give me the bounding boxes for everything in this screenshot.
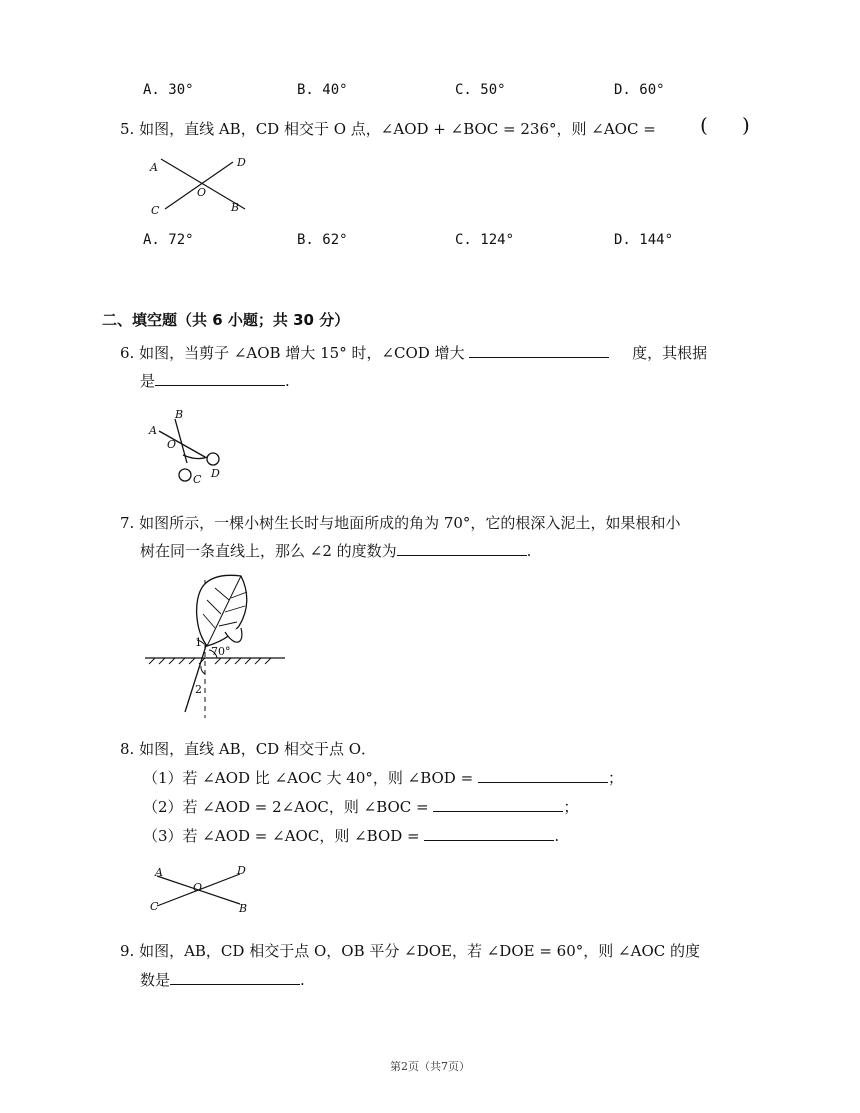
q9-blank[interactable]: [170, 969, 300, 985]
q9-text-a: 数是: [140, 971, 171, 989]
q7-text-b: .: [526, 542, 532, 560]
q5-option-a: A. 72°: [143, 232, 194, 248]
q8-label-a: A: [155, 866, 163, 879]
q4-option-c: C. 50°: [455, 82, 506, 98]
q5-text: 5. 如图，直线 AB，CD 相交于 O 点，∠AOD + ∠BOC = 236°，则 ∠AOC =: [120, 120, 656, 138]
q7-label-70: 70°: [211, 645, 231, 658]
section2-title: 二、填空题（共 6 小题；共 30 分）: [102, 311, 350, 329]
q6-scissors-figure: [145, 405, 235, 485]
q6-label-a: A: [149, 424, 157, 437]
q4-option-b: B. 40°: [297, 82, 348, 98]
q8-label-b: B: [239, 902, 248, 915]
q8-blank-3[interactable]: [424, 825, 554, 841]
q8-sub1-text: （1）若 ∠AOD 比 ∠AOC 大 40°，则 ∠BOD =: [143, 769, 474, 787]
q6-label-b: B: [175, 408, 184, 421]
q8-sub1: [143, 767, 623, 788]
q7-tree-figure: [145, 570, 290, 720]
q5-option-c: C. 124°: [455, 232, 515, 248]
q5-label-b: B: [231, 201, 240, 214]
q8-sub3-text: （3）若 ∠AOD = ∠AOC，则 ∠BOD =: [143, 827, 420, 845]
q8-sub1-end: ；: [607, 769, 623, 787]
q5-question: [120, 118, 656, 139]
q8-blank-2[interactable]: [433, 796, 563, 812]
q9-text-b: .: [300, 971, 305, 989]
q6-label-d: D: [211, 467, 220, 480]
q6-line1: [120, 342, 707, 363]
q8-label-c: C: [150, 900, 159, 913]
q9-line2: [140, 969, 305, 990]
q6-label-o: O: [167, 438, 177, 451]
q5-option-d: D. 144°: [614, 232, 674, 248]
q5-answer-paren-close: ): [742, 113, 750, 137]
q7-line1: 7. 如图所示，一棵小树生长时与地面所成的角为 70°，它的根深入泥土，如果根和小: [120, 514, 681, 532]
q4-option-a: A. 30°: [143, 82, 194, 98]
q5-label-o: O: [197, 186, 207, 199]
q8-sub2-text: （2）若 ∠AOD = 2∠AOC，则 ∠BOC =: [143, 798, 429, 816]
q6-text-a: 6. 如图，当剪子 ∠AOB 增大 15° 时，∠COD 增大: [120, 344, 465, 362]
q5-label-d: D: [237, 156, 246, 169]
q5-option-b: B. 62°: [297, 232, 348, 248]
q8-sub3-end: .: [554, 827, 560, 845]
page-footer: 第2页（共7页）: [390, 1060, 470, 1073]
q6-text-d: .: [285, 372, 290, 390]
q6-text-b: 度，其根据: [632, 344, 708, 362]
q8-label-o: O: [193, 881, 203, 894]
q7-label-2: 2: [195, 683, 202, 696]
q8-sub2-end: ；: [563, 798, 579, 816]
q8-sub3: [143, 825, 559, 846]
q8-sub2: [143, 796, 578, 817]
q7-label-1: 1: [195, 636, 202, 649]
q4-option-d: D. 60°: [614, 82, 665, 98]
q8-blank-1[interactable]: [478, 767, 608, 783]
q9-line1: 9. 如图，AB，CD 相交于点 O，OB 平分 ∠DOE，若 ∠DOE = 60°，则 ∠AOC 的度: [120, 942, 700, 960]
q5-figure: [145, 152, 255, 217]
q6-line2: [140, 370, 290, 391]
q6-label-c: C: [193, 473, 202, 485]
q8-stem: 8. 如图，直线 AB，CD 相交于点 O．: [120, 740, 377, 758]
q6-blank-2[interactable]: [155, 370, 285, 386]
q8-label-d: D: [237, 864, 246, 877]
q6-blank-1[interactable]: [469, 342, 609, 358]
q5-answer-paren-open: (: [700, 113, 708, 137]
q8-figure: [145, 860, 260, 920]
q6-text-c: 是: [140, 372, 156, 390]
q5-label-c: C: [151, 204, 160, 217]
q7-blank[interactable]: [397, 540, 527, 556]
q7-text-a: 树在同一条直线上，那么 ∠2 的度数为: [140, 542, 397, 560]
q5-label-a: A: [150, 161, 158, 174]
q7-line2: [140, 540, 531, 561]
